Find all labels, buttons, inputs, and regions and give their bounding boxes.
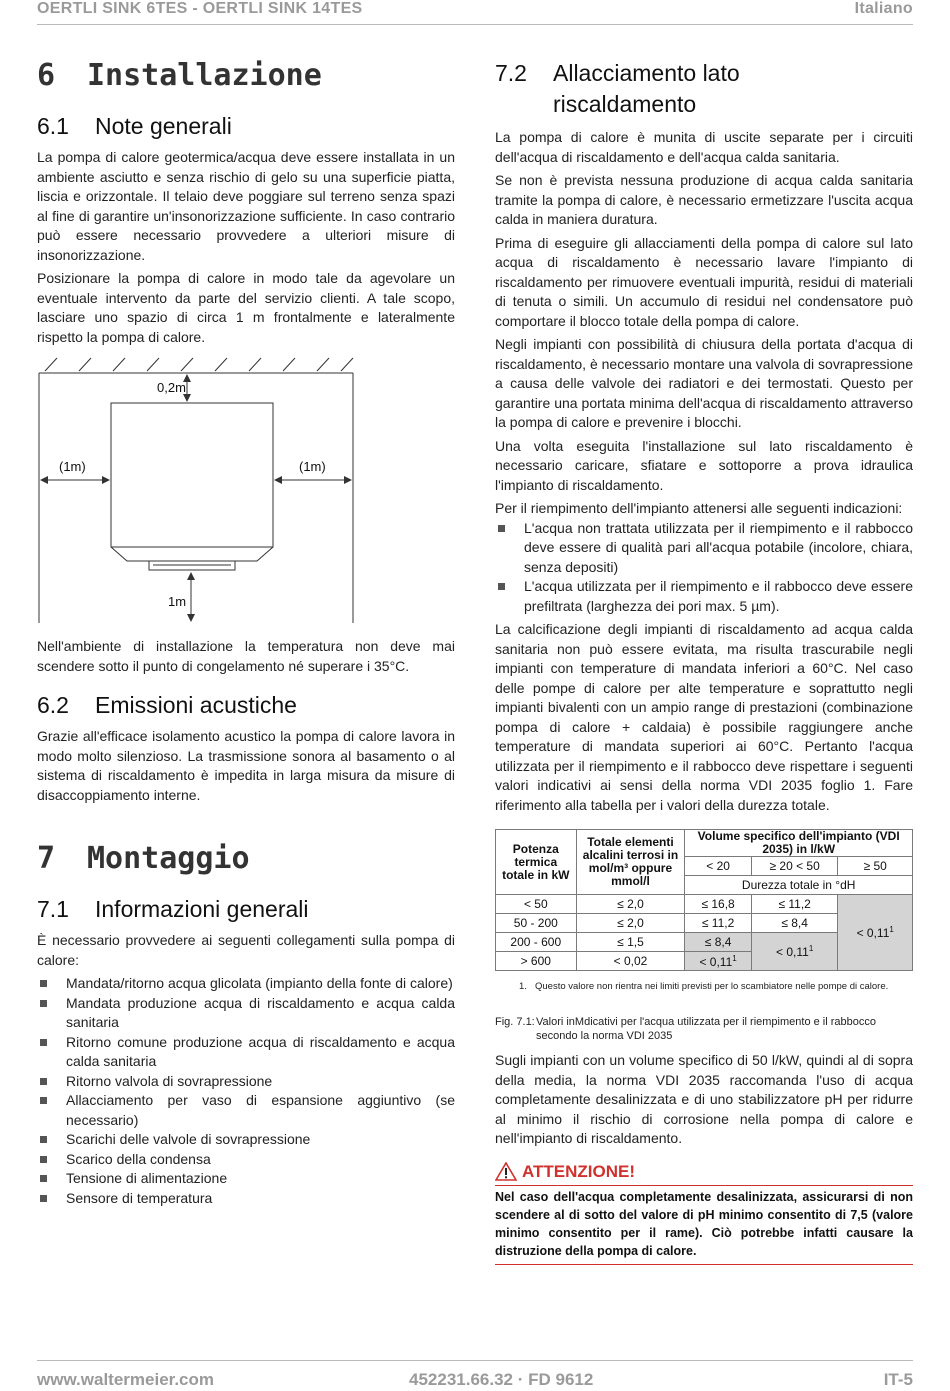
figure-label: Fig. 7.1: [495, 1016, 535, 1028]
chapter-title: Installazione [87, 58, 322, 93]
water-requirements-list [495, 519, 913, 617]
table-cell: ≤ 11,2 [751, 895, 838, 914]
list-item: L'acqua utilizzata per il riempimento e il rabbocco deve essere prefiltrata (larghezza dei pori max. 5 µm). [495, 577, 913, 616]
paragraph: È necessario provvedere ai seguenti collegamenti sulla pompa di calore: [37, 932, 455, 968]
list-item: Scarichi delle valvole di sovrapressione [37, 1130, 455, 1150]
paragraph: Grazie all'efficace isolamento acustico la pompa di calore lavora in modo molto silenzioso. La trasmissione sonora al basamento o al sistema di riscaldamento è impedita in larga misura da misure di disaccoppiamento interne. [37, 728, 455, 803]
section-number: 7.1 [37, 896, 69, 922]
water-hardness-table [495, 829, 913, 971]
left-column [37, 58, 455, 1208]
footer-document-number: 452231.66.32 · FD 9612 [409, 1370, 594, 1389]
footnote-marker: 1 [808, 944, 814, 953]
list-item: Mandata produzione acqua di riscaldamento e acqua calda sanitaria [37, 994, 455, 1033]
paragraph: Nell'ambiente di installazione la temperatura non deve mai scendere sotto il punto di congelamento né superare i 35°C. [37, 638, 455, 674]
warning-text: Nel caso dell'acqua completamente desalinizzata, assicurarsi di non scendere al di sotto del valore di pH minimo consentito di 7,5 (valore minimo consentito per il rame). Ciò potrebbe infatti causare la distruzione della pompa di calore. [495, 1189, 913, 1258]
header-title: OERTLI SINK 6TES - OERTLI SINK 14TES [37, 0, 363, 17]
page-footer [37, 1360, 913, 1391]
table-header-vol-low: < 20 [685, 857, 751, 876]
section-title-line2: riscaldamento [553, 91, 697, 117]
figure-caption [495, 1015, 913, 1043]
paragraph: La pompa di calore è munita di uscite separate per i circuiti dell'acqua di riscaldamento e dell'acqua calda sanitaria. [495, 129, 913, 165]
table-cell-merged-high [838, 895, 913, 971]
cell-value: < 0,11 [776, 945, 809, 959]
table-header-vol-mid: ≥ 20 < 50 [751, 857, 838, 876]
warning-rule-bottom [495, 1264, 913, 1265]
warning-box [495, 1161, 913, 1265]
section-number: 6.1 [37, 113, 69, 139]
table-cell [685, 952, 751, 971]
paragraph: La pompa di calore geotermica/acqua deve essere installata in un ambiente asciutto e senza rischio di gelo su una superficie piatta, liscia e orizzontale. Il telaio deve poggiare sul terreno senza spazi al fine di garantire un'insonorizzazione sufficiente. In caso contrario può essere necessario provvedere a ulteriori misure di insonorizzazione. [37, 149, 455, 263]
list-item: L'acqua non trattata utilizzata per il riempimento e il rabbocco deve essere di qualità pari all'acqua potabile (incolore, chiara, senza depositi) [495, 519, 913, 578]
cell-value: < 0,11 [856, 926, 890, 940]
list-item: Allacciamento per vaso di espansione aggiuntivo (se necessario) [37, 1091, 455, 1130]
footnote-marker: 1 [732, 953, 737, 963]
footnote-text: Questo valore non rientra nei limiti previsti per lo scambiatore nelle pompe di calore. [535, 981, 889, 992]
table-cell: ≤ 2,0 [576, 914, 685, 933]
list-item: Ritorno comune produzione acqua di riscaldamento e acqua calda sanitaria [37, 1033, 455, 1072]
section-title-line1: Allacciamento lato [553, 60, 740, 86]
table-cell: ≤ 1,5 [576, 933, 685, 952]
paragraph: Posizionare la pompa di calore in modo tale da agevolare un eventuale intervento da parte del servizio clienti. A tale scopo, lasciare uno spazio di circa 1 m frontalmente e lateralmente rispetto la pompa di calore. [37, 270, 455, 345]
footer-website: www.waltermeier.com [37, 1370, 214, 1389]
table-cell: > 600 [496, 952, 577, 971]
footnote-number: 1. [519, 981, 527, 992]
table-cell: < 0,02 [576, 952, 685, 971]
list-item: Sensore di temperatura [37, 1189, 455, 1209]
table-cell: < 50 [496, 895, 577, 914]
section-title: Emissioni acustiche [95, 692, 297, 718]
list-item: Mandata/ritorno acqua glicolata (impianto della fonte di calore) [37, 974, 455, 994]
table-footnote [495, 981, 913, 993]
header-language: Italiano [854, 0, 913, 17]
table-cell: ≤ 8,4 [751, 914, 838, 933]
section-7-1-heading [37, 896, 455, 923]
clearance-diagram [37, 353, 455, 623]
table-cell: ≤ 2,0 [576, 895, 685, 914]
section-number: 7.2 [495, 60, 527, 86]
warning-header [495, 1161, 913, 1183]
chapter-number: 6 [37, 58, 56, 93]
table-cell: 200 - 600 [496, 933, 577, 952]
warning-title: ATTENZIONE! [522, 1161, 636, 1181]
table-cell: ≤ 16,8 [685, 895, 751, 914]
top-clearance-label: 0,2m [157, 380, 186, 395]
section-6-2-heading [37, 692, 455, 719]
right-clearance-label: (1m) [299, 459, 326, 474]
list-item: Tensione di alimentazione [37, 1169, 455, 1189]
footer-page-number: IT-5 [883, 1370, 913, 1389]
front-clearance-label: 1m [168, 594, 187, 609]
paragraph: Prima di eseguire gli allacciamenti della pompa di calore sul lato acqua di riscaldamento è necessario lavare l'impianto di riscaldamento per rimuovere eventuali impurità, residui di materiali di tenuta o simili. Un accumulo di residui nel condensatore può comportare il blocco totale della pompa di calore. [495, 234, 913, 329]
paragraph: Negli impianti con possibilità di chiusura della portata d'acqua di riscaldamento, è necessario montare una valvola di sovrapressione a causa delle valvole dei radiatori e dei termostati. Questo per garantire una portata minima dell'acqua di riscaldamento attraverso la pompa di calore e prevenire i blocchi. [495, 336, 913, 430]
clearance-diagram-svg [37, 353, 455, 623]
footnote-marker: 1 [889, 925, 894, 934]
table-cell-merged-mid [751, 933, 838, 971]
chapter-title: Montaggio [87, 841, 250, 876]
paragraph: Se non è prevista nessuna produzione di acqua calda sanitaria tramite la pompa di calore, è necessario ermetizzare l'uscita acqua calda in maniera duratura. [495, 172, 913, 227]
paragraph: Sugli impianti con un volume specifico di 50 l/kW, quindi al di sopra della media, la norma VDI 2035 raccomanda l'uso di acqua completamente desalinizzata e di uno stabilizzatore pH per ridurre al minimo il rischio di corrosione nella pompa di calore e nell'impianto di riscaldamento. [495, 1052, 913, 1146]
right-column [495, 58, 913, 1265]
table-header-alkaline: Totale elementi alcalini terrosi in mol/m³ oppure mmol/l [576, 830, 685, 895]
section-title: Informazioni generali [95, 896, 309, 922]
table-header-hardness: Durezza totale in °dH [685, 876, 913, 895]
chapter-7-heading [37, 841, 455, 876]
paragraph: Una volta eseguita l'installazione sul lato riscaldamento è necessario caricare, sfiatare e sottoporre a prova idraulica l'impianto di riscaldamento. [495, 437, 913, 493]
figure-caption-text: Valori inMdicativi per l'acqua utilizzata per il riempimento e il rabbocco secondo la norma VDI 2035 [536, 1016, 876, 1042]
connection-list [37, 974, 455, 1208]
list-item: Ritorno valvola di sovrapressione [37, 1072, 455, 1092]
page-header [37, 0, 913, 25]
table-header-power: Potenza termica totale in kW [496, 830, 577, 895]
chapter-number: 7 [37, 841, 56, 876]
section-7-2-heading [495, 58, 913, 120]
section-number: 6.2 [37, 692, 69, 718]
chapter-6-heading [37, 58, 455, 93]
left-clearance-label: (1m) [59, 459, 86, 474]
section-6-1-heading [37, 113, 455, 140]
paragraph: Per il riempimento dell'impianto attenersi alle seguenti indicazioni: [495, 500, 903, 516]
table-cell: ≤ 8,4 [685, 933, 751, 952]
table-row [496, 895, 913, 914]
paragraph: La calcificazione degli impianti di riscaldamento ad acqua calda sanitaria non può essere evitata, ma risulta trascurabile negli impianti con temperature di mandata inferiori a 60°C. Nel caso delle pompe di calore per alte temperature e soprattutto negli impianti bivalenti con un ampio range di prestazioni (combinazione pompa di calore + caldaia) è possibile raggiungere anche temperature di mandata superiori ai 60°C. Pertanto l'acqua utilizzata per il riempimento e il rabbocco deve rispettare i seguenti valori indicativi ai sensi della norma VDI 2035 foglio 1. Fare riferimento alla tabella per i valori della durezza totale. [495, 621, 913, 813]
table-cell: ≤ 11,2 [685, 914, 751, 933]
table-header-volume: Volume specifico dell'impianto (VDI 2035) in l/kW [685, 830, 913, 857]
table-cell: 50 - 200 [496, 914, 577, 933]
warning-triangle-icon [495, 1162, 517, 1181]
section-title: Note generali [95, 113, 232, 139]
list-item: Scarico della condensa [37, 1150, 455, 1170]
cell-value: < 0,11 [699, 954, 733, 969]
table-header-vol-high: ≥ 50 [838, 857, 913, 876]
